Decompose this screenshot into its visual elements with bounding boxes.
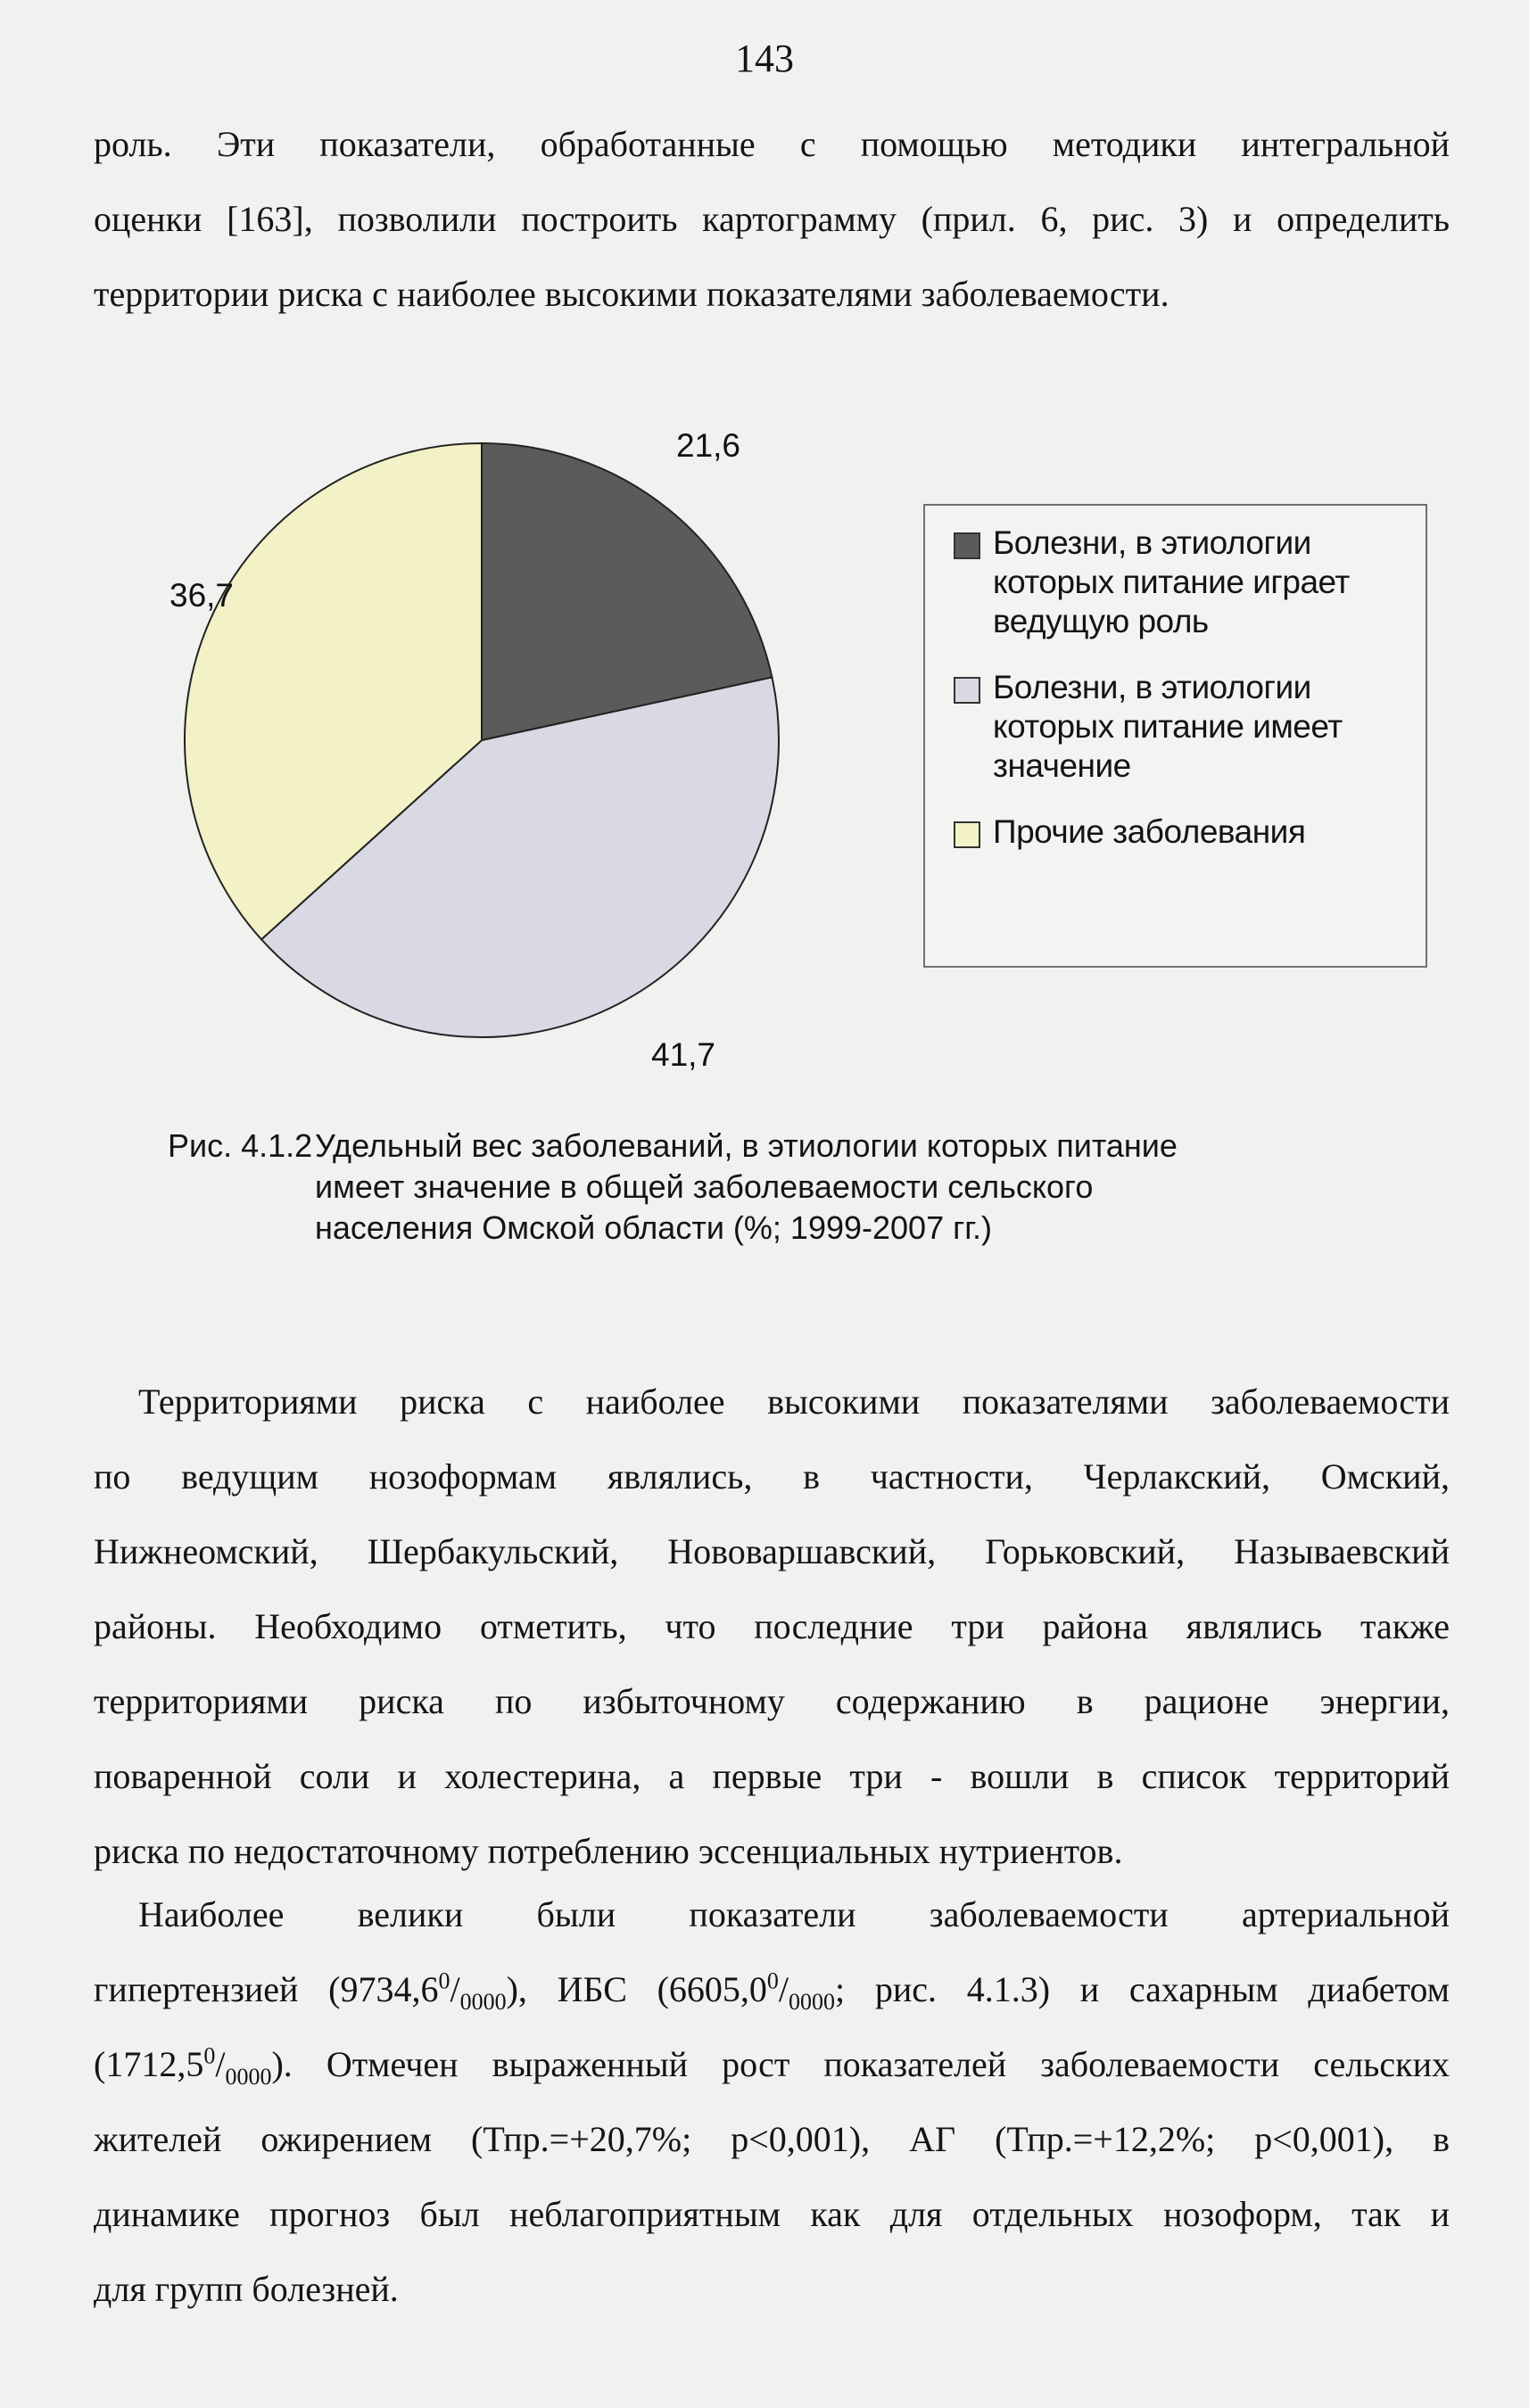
caption-line	[168, 1126, 1372, 1167]
text-span: /	[450, 1969, 460, 2009]
page-number: 143	[735, 37, 794, 80]
legend-swatch-icon	[954, 532, 980, 559]
legend-label	[993, 668, 1343, 786]
pie-chart	[125, 401, 1463, 1124]
text-span: ). Отмечен выраженный рост показателей заболеваемости сельских	[271, 2044, 1450, 2084]
legend-swatch-icon	[954, 677, 980, 704]
superscript: 0	[203, 2042, 216, 2069]
pie-data-label: 21,6	[676, 427, 741, 464]
text-line	[94, 1952, 1450, 2027]
caption-line: населения Омской области (%; 1999-2007 гг.)	[315, 1209, 992, 1246]
text-line: риска по недостаточному потреблению эссенциальных нутриентов.	[94, 1831, 1123, 1871]
caption-line: имеет значение в общей заболеваемости сельского	[315, 1168, 1094, 1205]
legend-text: которых питание играет	[993, 564, 1350, 600]
legend-text: которых питание имеет	[993, 708, 1343, 745]
text-line	[94, 2027, 1450, 2102]
superscript: 0	[438, 1967, 450, 1994]
text-line: районы. Необходимо отметить, что последние три района являлись также	[94, 1606, 1450, 1646]
text-line: по ведущим нозоформам являлись, в частности, Черлакский, Омский,	[94, 1456, 1450, 1497]
text-span: /	[215, 2044, 226, 2084]
text-line: роль. Эти показатели, обработанные с помощью методики интегральной	[94, 124, 1450, 164]
text-line: территории риска с наиболее высокими показателями заболеваемости.	[94, 274, 1169, 314]
text-line: Наиболее велики были показатели заболеваемости артериальной	[138, 1894, 1450, 1934]
caption-prefix: Рис. 4.1.2	[168, 1127, 313, 1164]
legend-text: Прочие заболевания	[993, 813, 1306, 850]
text-span: ), ИБС (6605,0	[506, 1969, 767, 2009]
legend-swatch-icon	[954, 821, 980, 848]
text-span: (1712,5	[94, 2044, 204, 2084]
legend-label	[993, 812, 1305, 852]
subscript: 0000	[225, 2064, 272, 2090]
legend-text: Болезни, в этиологии	[993, 669, 1311, 705]
paragraph-top	[94, 107, 1450, 332]
text-span: /	[778, 1969, 789, 2009]
subscript: 0000	[459, 1989, 507, 2015]
legend-label	[993, 524, 1350, 641]
pie-data-label: 36,7	[169, 577, 235, 614]
text-line: поваренной соли и холестерина, а первые три - вошли в список территорий	[94, 1756, 1450, 1796]
text-line: для групп болезней.	[94, 2269, 399, 2309]
legend-item	[954, 668, 1404, 786]
subscript: 0000	[789, 1989, 836, 2015]
paragraph-bottom	[94, 1877, 1450, 2327]
text-line: оценки [163], позволили построить картограмму (прил. 6, рис. 3) и определить	[94, 199, 1450, 239]
legend-item	[954, 524, 1404, 641]
text-line: жителей ожирением (Тпр.=+20,7%; р<0,001), АГ (Тпр.=+12,2%; р<0,001), в	[94, 2119, 1450, 2159]
legend-text: Болезни, в этиологии	[993, 524, 1311, 561]
superscript: 0	[766, 1967, 779, 1994]
paragraph-middle	[94, 1365, 1450, 1889]
pie-svg	[125, 401, 928, 1124]
figure-caption	[168, 1126, 1372, 1249]
legend-item	[954, 812, 1404, 852]
text-line: Территориями риска с наиболее высокими показателями заболеваемости	[138, 1381, 1450, 1422]
chart-legend	[923, 504, 1427, 968]
text-line: территориями риска по избыточному содержанию в рационе энергии,	[94, 1681, 1450, 1721]
caption-text: Удельный вес заболеваний, в этиологии которых питание	[315, 1127, 1178, 1164]
pie-data-label: 41,7	[651, 1036, 716, 1073]
text-span: гипертензией (9734,6	[94, 1969, 439, 2009]
text-span: ; рис. 4.1.3) и сахарным диабетом	[835, 1969, 1450, 2009]
legend-text: ведущую роль	[993, 603, 1209, 639]
text-line: динамике прогноз был неблагоприятным как для отдельных нозоформ, так и	[94, 2194, 1450, 2234]
legend-text: значение	[993, 747, 1131, 784]
text-line: Нижнеомский, Шербакульский, Нововаршавский, Горьковский, Называевский	[94, 1531, 1450, 1571]
